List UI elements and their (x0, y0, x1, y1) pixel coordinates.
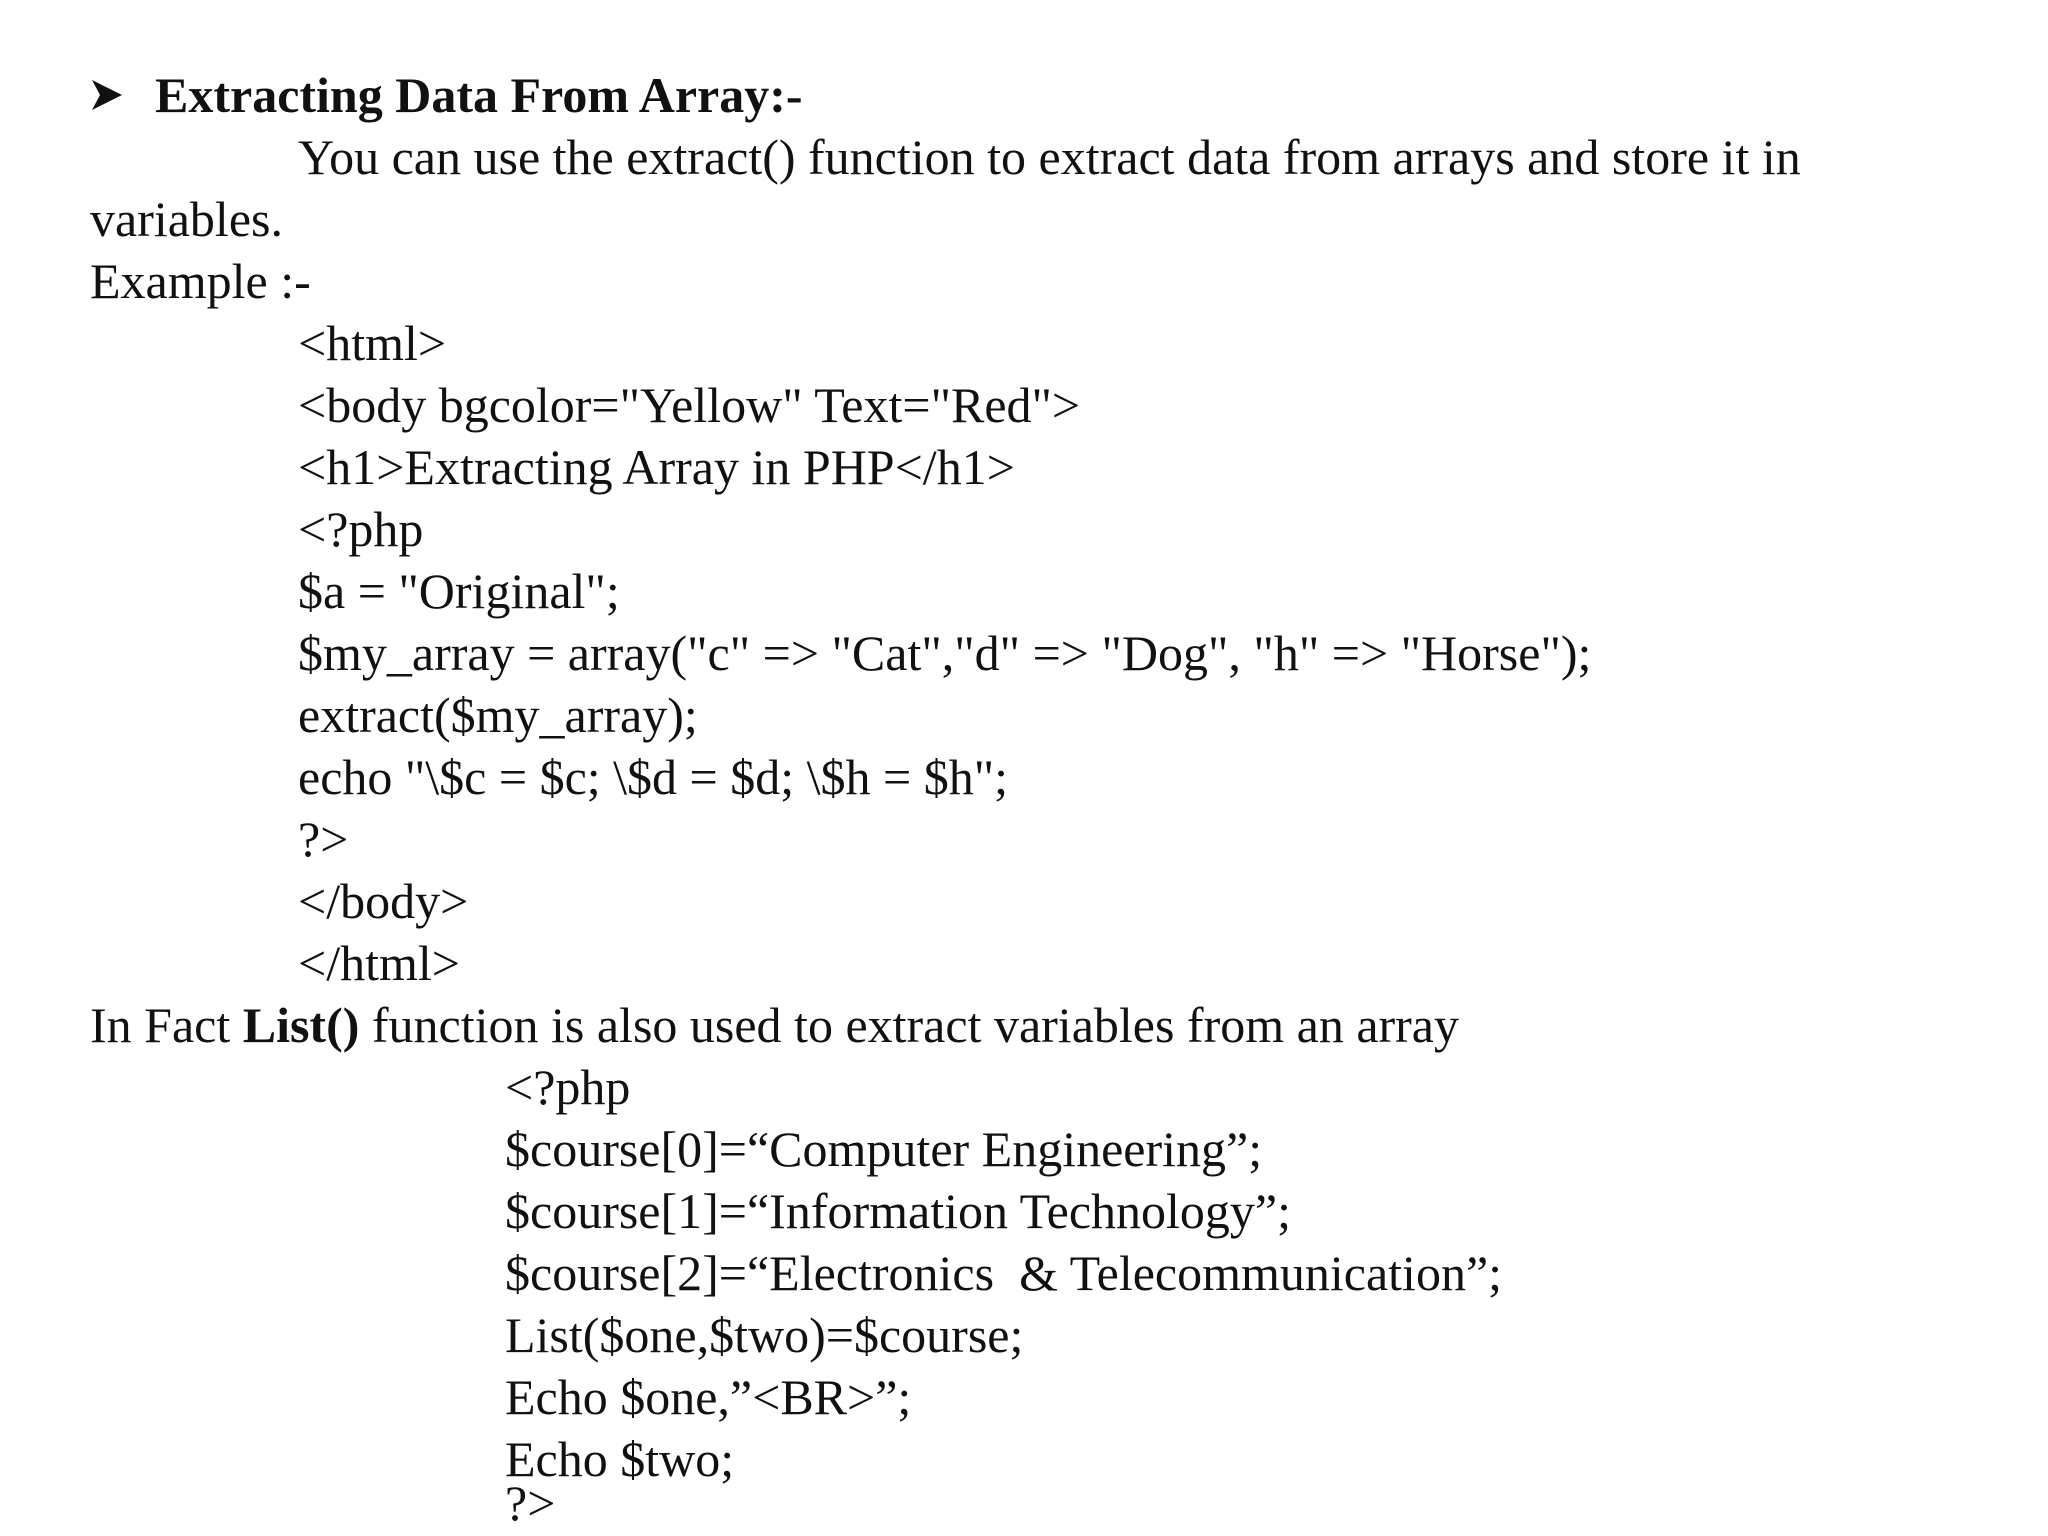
code-line: ?> (298, 811, 349, 867)
list-sentence-before: In Fact (90, 997, 243, 1053)
code-line: </html> (298, 935, 460, 991)
code-line: <?php (298, 501, 424, 557)
list-function-name: List() (242, 997, 360, 1053)
list-sentence (90, 994, 1459, 1056)
code-line: <h1>Extracting Array in PHP</h1> (298, 439, 1015, 495)
example-label: Example :- (90, 253, 311, 309)
intro-line-2: variables. (90, 191, 283, 247)
code-line: <body bgcolor="Yellow" Text="Red"> (298, 377, 1081, 433)
code-line: extract($my_array); (298, 687, 698, 743)
code-line: echo "\$c = $c; \$d = $d; \$h = $h"; (298, 749, 1009, 805)
code-line: <html> (298, 315, 447, 371)
list-code-line: <?php (505, 1059, 631, 1115)
list-code-line: $course[0]=“Computer Engineering”; (505, 1121, 1263, 1177)
code-line: </body> (298, 873, 469, 929)
list-code-line: ?> (505, 1475, 556, 1531)
list-code-line: Echo $one,”<BR>”; (505, 1369, 912, 1425)
section-heading: Extracting Data From Array:- (155, 67, 803, 123)
arrowhead-bullet-icon (90, 70, 124, 120)
list-code-line: List($one,$two)=$course; (505, 1307, 1024, 1363)
code-line: $my_array = array("c" => "Cat","d" => "Dog", "h" => "Horse"); (298, 625, 1592, 681)
list-code-line: $course[1]=“Information Technology”; (505, 1183, 1292, 1239)
list-code-line: Echo $two; (505, 1431, 735, 1487)
list-code-line: $course[2]=“Electronics & Telecommunication”; (505, 1245, 1503, 1301)
code-line: $a = "Original"; (298, 563, 620, 619)
intro-line-1: You can use the extract() function to extract data from arrays and store it in (298, 129, 1801, 185)
list-sentence-after: function is also used to extract variables from an array (359, 997, 1459, 1053)
